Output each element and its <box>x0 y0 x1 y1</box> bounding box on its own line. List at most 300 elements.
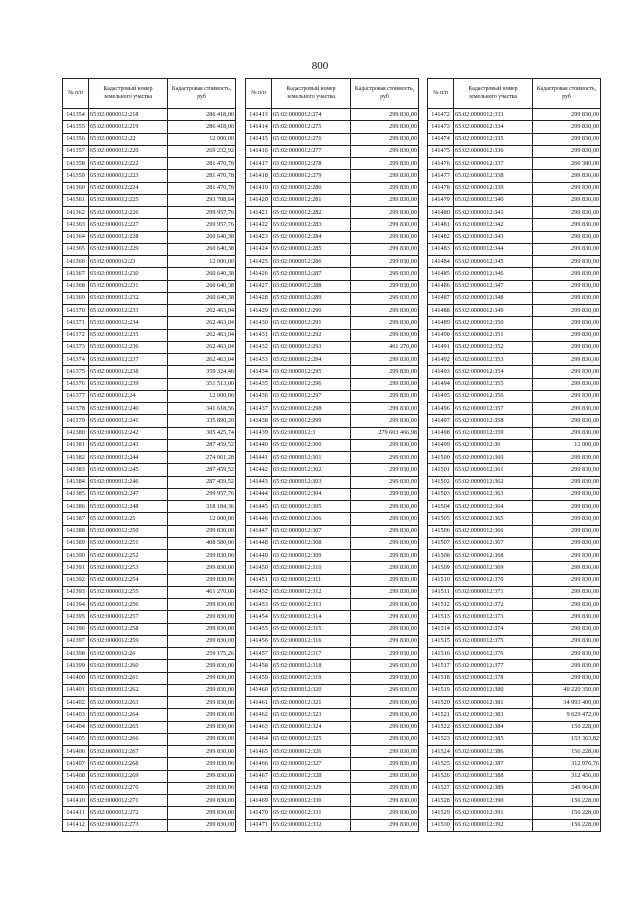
header-cadastral-number: Кадастровый номер земельного участка <box>454 79 533 109</box>
cadastral-value: 299 830,00 <box>533 219 601 231</box>
table-row <box>63 488 236 500</box>
cadastral-number: 65:02:0000012:260 <box>89 660 168 672</box>
table-row <box>63 537 236 549</box>
row-number: 141360 <box>63 182 89 194</box>
cadastral-value: 12 000,00 <box>168 390 236 402</box>
table-row <box>246 599 419 611</box>
row-number: 141441 <box>246 452 272 464</box>
cadastral-number: 65:02:0000012:311 <box>272 574 351 586</box>
row-number: 141520 <box>428 697 454 709</box>
row-number: 141434 <box>246 366 272 378</box>
table-row <box>246 672 419 684</box>
table-row <box>63 439 236 451</box>
row-number: 141448 <box>246 537 272 549</box>
row-number: 141459 <box>246 672 272 684</box>
cadastral-value: 299 830,00 <box>168 770 236 782</box>
table-row <box>246 770 419 782</box>
cadastral-value: 287 459,52 <box>168 464 236 476</box>
row-number: 141444 <box>246 488 272 500</box>
row-number: 141524 <box>428 746 454 758</box>
table-row <box>246 182 419 194</box>
header-cadastral-number: Кадастровый номер земельного участка <box>272 79 351 109</box>
cadastral-value: 9 629 472,00 <box>533 709 601 721</box>
cadastral-value: 299 830,00 <box>533 488 601 500</box>
row-number: 141411 <box>63 807 89 819</box>
cadastral-value: 299 830,00 <box>533 672 601 684</box>
row-number: 141354 <box>63 109 89 121</box>
cadastral-value: 34 993 400,00 <box>533 697 601 709</box>
cadastral-number: 65:02:0000012:308 <box>272 537 351 549</box>
register-table-1 <box>62 78 236 832</box>
cadastral-number: 65:02:0000012:313 <box>272 599 351 611</box>
row-number: 141471 <box>246 819 272 831</box>
table-row <box>428 305 601 317</box>
cadastral-value: 359 324,40 <box>168 366 236 378</box>
cadastral-number: 65:02:0000012:296 <box>272 378 351 390</box>
cadastral-value: 299 830,00 <box>351 660 419 672</box>
cadastral-number: 65:02:0000012:238 <box>89 366 168 378</box>
row-number: 141481 <box>428 219 454 231</box>
row-number: 141361 <box>63 194 89 206</box>
cadastral-number: 65:02:0000012:385 <box>454 733 533 745</box>
row-number: 141464 <box>246 733 272 745</box>
cadastral-number: 65:02:0000012:262 <box>89 684 168 696</box>
cadastral-number: 65:02:0000012:381 <box>454 697 533 709</box>
row-number: 141383 <box>63 464 89 476</box>
row-number: 141431 <box>246 329 272 341</box>
cadastral-number: 65:02:0000012:245 <box>89 464 168 476</box>
cadastral-value: 12 000,00 <box>533 439 601 451</box>
cadastral-value: 299 830,00 <box>351 770 419 782</box>
row-number: 141426 <box>246 268 272 280</box>
table-row <box>246 562 419 574</box>
row-number: 141407 <box>63 758 89 770</box>
row-number: 141460 <box>246 684 272 696</box>
cadastral-number: 65:02:0000012:336 <box>454 145 533 157</box>
row-number: 141409 <box>63 782 89 794</box>
row-number: 141446 <box>246 513 272 525</box>
table-row <box>246 758 419 770</box>
cadastral-number: 65:02:0000012:330 <box>272 795 351 807</box>
cadastral-value: 299 830,00 <box>533 243 601 255</box>
table-row <box>63 623 236 635</box>
row-number: 141425 <box>246 256 272 268</box>
table-row <box>63 305 236 317</box>
cadastral-value: 299 830,00 <box>351 623 419 635</box>
cadastral-value: 299 830,00 <box>351 488 419 500</box>
cadastral-number: 65:02:0000012:274 <box>272 109 351 121</box>
table-row <box>428 819 601 831</box>
cadastral-value: 299 830,00 <box>351 145 419 157</box>
cadastral-number: 65:02:0000012:300 <box>272 439 351 451</box>
table-row <box>246 452 419 464</box>
page-number: 800 <box>311 60 329 72</box>
row-number: 141433 <box>246 354 272 366</box>
table-row <box>63 219 236 231</box>
cadastral-number: 65:02:0000012:289 <box>272 292 351 304</box>
cadastral-number: 65:02:0000012:256 <box>89 599 168 611</box>
cadastral-value: 259 175,26 <box>168 648 236 660</box>
cadastral-value: 293 708,64 <box>168 194 236 206</box>
row-number: 141389 <box>63 537 89 549</box>
cadastral-value: 299 830,00 <box>533 635 601 647</box>
cadastral-number: 65:02:0000012:220 <box>89 145 168 157</box>
cadastral-value: 299 830,00 <box>351 574 419 586</box>
table-row <box>246 354 419 366</box>
table-row <box>428 268 601 280</box>
cadastral-value: 262 463,04 <box>168 341 236 353</box>
cadastral-number: 65:02:0000012:347 <box>454 280 533 292</box>
cadastral-number: 65:02:0000012:290 <box>272 305 351 317</box>
cadastral-value: 299 830,00 <box>533 194 601 206</box>
row-number: 141523 <box>428 733 454 745</box>
cadastral-number: 65:02:0000012:302 <box>272 464 351 476</box>
cadastral-number: 65:02:0000012:343 <box>454 231 533 243</box>
cadastral-number: 65:02:0000012:390 <box>454 795 533 807</box>
cadastral-number: 65:02:0000012:272 <box>89 807 168 819</box>
table-row <box>246 305 419 317</box>
row-number: 141439 <box>246 427 272 439</box>
cadastral-number: 65:02:0000012:278 <box>272 158 351 170</box>
cadastral-number: 65:02:0000012:309 <box>272 550 351 562</box>
cadastral-value: 299 830,00 <box>351 586 419 598</box>
cadastral-number: 65:02:0000012:368 <box>454 550 533 562</box>
table-row <box>246 280 419 292</box>
row-number: 141528 <box>428 795 454 807</box>
cadastral-value: 299 830,00 <box>168 635 236 647</box>
cadastral-value: 299 830,00 <box>351 231 419 243</box>
table-row <box>246 109 419 121</box>
cadastral-number: 65:02:0000012:254 <box>89 574 168 586</box>
row-number: 141398 <box>63 648 89 660</box>
cadastral-value: 299 830,00 <box>351 170 419 182</box>
row-number: 141447 <box>246 525 272 537</box>
table-row <box>246 733 419 745</box>
cadastral-value: 312 456,00 <box>533 770 601 782</box>
cadastral-value: 299 830,00 <box>168 672 236 684</box>
cadastral-number: 65:02:0000012:320 <box>272 684 351 696</box>
table-row <box>428 464 601 476</box>
table-row <box>63 525 236 537</box>
table-row <box>63 170 236 182</box>
cadastral-number: 65:02:0000012:341 <box>454 207 533 219</box>
row-number: 141435 <box>246 378 272 390</box>
row-number: 141456 <box>246 635 272 647</box>
cadastral-value: 299 830,00 <box>351 550 419 562</box>
table-row <box>63 109 236 121</box>
table-row <box>428 427 601 439</box>
row-number: 141457 <box>246 648 272 660</box>
table-row <box>246 611 419 623</box>
cadastral-value: 299 830,00 <box>533 317 601 329</box>
row-number: 141451 <box>246 574 272 586</box>
cadastral-number: 65:02:0000012:358 <box>454 415 533 427</box>
cadastral-value: 299 830,00 <box>351 439 419 451</box>
cadastral-number: 65:02:0000012:391 <box>454 807 533 819</box>
cadastral-value: 156 228,00 <box>533 807 601 819</box>
cadastral-number: 65:02:0000012:288 <box>272 280 351 292</box>
table-row <box>63 292 236 304</box>
cadastral-value: 299 830,00 <box>533 268 601 280</box>
cadastral-number: 65:02:0000012:276 <box>272 133 351 145</box>
cadastral-value: 299 830,00 <box>351 513 419 525</box>
cadastral-value: 299 830,00 <box>533 231 601 243</box>
cadastral-value: 299 830,00 <box>533 648 601 660</box>
cadastral-value: 287 459,52 <box>168 439 236 451</box>
row-number: 141437 <box>246 403 272 415</box>
table-row <box>63 795 236 807</box>
row-number: 141480 <box>428 207 454 219</box>
cadastral-number: 65:02:0000012:230 <box>89 268 168 280</box>
cadastral-number: 65:02:0000012:243 <box>89 439 168 451</box>
table-row <box>246 513 419 525</box>
cadastral-number: 65:02:0000012:269 <box>89 770 168 782</box>
row-number: 141472 <box>428 109 454 121</box>
cadastral-value: 299 830,00 <box>351 305 419 317</box>
cadastral-value: 299 830,00 <box>168 574 236 586</box>
cadastral-number: 65:02:0000012:36 <box>454 439 533 451</box>
row-number: 141487 <box>428 292 454 304</box>
cadastral-value: 299 830,00 <box>533 464 601 476</box>
cadastral-number: 65:02:0000012:340 <box>454 194 533 206</box>
table-row <box>246 415 419 427</box>
cadastral-value: 299 830,00 <box>168 562 236 574</box>
table-row <box>428 648 601 660</box>
cadastral-value: 299 830,00 <box>533 537 601 549</box>
cadastral-value: 299 830,00 <box>351 158 419 170</box>
cadastral-number: 65:02:0000012:326 <box>272 746 351 758</box>
cadastral-value: 286 418,00 <box>168 121 236 133</box>
cadastral-number: 65:02:0000012:223 <box>89 170 168 182</box>
cadastral-value: 299 830,00 <box>533 611 601 623</box>
row-number: 141530 <box>428 819 454 831</box>
cadastral-number: 65:02:0000012:346 <box>454 268 533 280</box>
cadastral-value: 299 830,00 <box>168 660 236 672</box>
row-number: 141475 <box>428 145 454 157</box>
cadastral-value: 461 270,00 <box>168 586 236 598</box>
table-row <box>63 329 236 341</box>
table-row <box>63 121 236 133</box>
cadastral-value: 299 830,00 <box>351 501 419 513</box>
row-number: 141518 <box>428 672 454 684</box>
table-row <box>63 746 236 758</box>
cadastral-number: 65:02:0000012:228 <box>89 231 168 243</box>
cadastral-value: 299 830,00 <box>533 452 601 464</box>
row-number: 141461 <box>246 697 272 709</box>
row-number: 141521 <box>428 709 454 721</box>
cadastral-number: 65:02:0000012:263 <box>89 697 168 709</box>
cadastral-value: 299 830,00 <box>351 684 419 696</box>
cadastral-value: 299 957,76 <box>168 219 236 231</box>
row-number: 141428 <box>246 292 272 304</box>
cadastral-value: 299 830,00 <box>351 476 419 488</box>
row-number: 141440 <box>246 439 272 451</box>
row-number: 141400 <box>63 672 89 684</box>
cadastral-number: 65:02:0000012:225 <box>89 194 168 206</box>
table-row <box>428 231 601 243</box>
row-number: 141414 <box>246 121 272 133</box>
table-header-row <box>63 79 236 109</box>
table-row <box>63 819 236 831</box>
cadastral-number: 65:02:0000012:310 <box>272 562 351 574</box>
cadastral-value: 299 830,00 <box>351 243 419 255</box>
cadastral-number: 65:02:0000012:270 <box>89 782 168 794</box>
cadastral-number: 65:02:0000012:323 <box>272 709 351 721</box>
cadastral-value: 299 830,00 <box>533 599 601 611</box>
cadastral-value: 299 830,00 <box>351 329 419 341</box>
table-row <box>246 341 419 353</box>
cadastral-number: 65:02:0000012:345 <box>454 256 533 268</box>
cadastral-value: 299 830,00 <box>351 207 419 219</box>
table-row <box>428 378 601 390</box>
table-row <box>63 697 236 709</box>
cadastral-value: 286 418,00 <box>168 109 236 121</box>
cadastral-number: 65:02:0000012:235 <box>89 329 168 341</box>
row-number: 141375 <box>63 366 89 378</box>
cadastral-value: 299 830,00 <box>533 207 601 219</box>
header-cadastral-value: Кадастровая стоимость, руб <box>533 79 601 109</box>
cadastral-number: 65:02:0000012:224 <box>89 182 168 194</box>
cadastral-value: 299 830,00 <box>533 182 601 194</box>
cadastral-number: 65:02:0000012:338 <box>454 170 533 182</box>
cadastral-number: 65:02:0000012:24 <box>89 390 168 402</box>
cadastral-number: 65:02:0000012:363 <box>454 488 533 500</box>
cadastral-value: 299 830,00 <box>351 525 419 537</box>
cadastral-value: 299 830,00 <box>351 109 419 121</box>
row-number: 141467 <box>246 770 272 782</box>
row-number: 141485 <box>428 268 454 280</box>
cadastral-number: 65:02:0000012:303 <box>272 476 351 488</box>
cadastral-number: 65:02:0000012:337 <box>454 158 533 170</box>
cadastral-value: 299 830,00 <box>533 562 601 574</box>
cadastral-number: 65:02:0000012:321 <box>272 697 351 709</box>
table-row <box>63 207 236 219</box>
table-row <box>246 256 419 268</box>
cadastral-value: 299 830,00 <box>351 807 419 819</box>
cadastral-value: 299 830,00 <box>533 403 601 415</box>
table-row <box>63 635 236 647</box>
cadastral-value: 299 830,00 <box>533 109 601 121</box>
row-number: 141384 <box>63 476 89 488</box>
cadastral-value: 299 830,00 <box>351 709 419 721</box>
row-number: 141500 <box>428 452 454 464</box>
table-row <box>63 378 236 390</box>
cadastral-number: 65:02:0000012:324 <box>272 721 351 733</box>
table-row <box>63 648 236 660</box>
row-number: 141482 <box>428 231 454 243</box>
cadastral-value: 299 830,00 <box>168 684 236 696</box>
table-row <box>63 501 236 513</box>
table-row <box>428 354 601 366</box>
cadastral-number: 65:02:0000012:318 <box>272 660 351 672</box>
cadastral-number: 65:02:0000012:307 <box>272 525 351 537</box>
cadastral-value: 299 957,76 <box>168 488 236 500</box>
table-row <box>428 758 601 770</box>
cadastral-value: 299 830,00 <box>351 403 419 415</box>
cadastral-value: 299 830,00 <box>351 292 419 304</box>
cadastral-value: 249 964,80 <box>533 782 601 794</box>
table-row <box>428 562 601 574</box>
cadastral-number: 65:02:0000012:328 <box>272 770 351 782</box>
table-row <box>63 562 236 574</box>
cadastral-value: 299 830,00 <box>533 280 601 292</box>
cadastral-value: 299 830,00 <box>351 537 419 549</box>
row-number: 141386 <box>63 501 89 513</box>
register-table-2 <box>245 78 419 832</box>
cadastral-number: 65:02:0000012:365 <box>454 513 533 525</box>
cadastral-value: 299 830,00 <box>351 415 419 427</box>
cadastral-number: 65:02:0000012:286 <box>272 256 351 268</box>
cadastral-number: 65:02:0000012:329 <box>272 782 351 794</box>
row-number: 141458 <box>246 660 272 672</box>
cadastral-value: 299 830,00 <box>533 476 601 488</box>
table-row <box>428 452 601 464</box>
table-row <box>63 709 236 721</box>
header-cadastral-value: Кадастровая стоимость, руб <box>168 79 236 109</box>
cadastral-number: 65:02:0000012:237 <box>89 354 168 366</box>
table-row <box>246 746 419 758</box>
cadastral-number: 65:02:0000012:380 <box>454 684 533 696</box>
cadastral-number: 65:02:0000012:367 <box>454 537 533 549</box>
table-row <box>428 684 601 696</box>
row-number: 141419 <box>246 182 272 194</box>
cadastral-value: 299 830,00 <box>533 121 601 133</box>
cadastral-value: 299 830,00 <box>351 635 419 647</box>
row-number: 141509 <box>428 562 454 574</box>
table-row <box>428 329 601 341</box>
cadastral-number: 65:02:0000012:226 <box>89 207 168 219</box>
table-header-row <box>246 79 419 109</box>
row-number: 141367 <box>63 268 89 280</box>
cadastral-number: 65:02:0000012:376 <box>454 648 533 660</box>
row-number: 141463 <box>246 721 272 733</box>
cadastral-value: 281 470,78 <box>168 182 236 194</box>
cadastral-value: 299 830,00 <box>351 133 419 145</box>
table-row <box>246 219 419 231</box>
cadastral-value: 153 363,82 <box>533 733 601 745</box>
cadastral-number: 65:02:0000012:383 <box>454 709 533 721</box>
row-number: 141498 <box>428 427 454 439</box>
table-row <box>246 709 419 721</box>
row-number: 141510 <box>428 574 454 586</box>
cadastral-number: 65:02:0000012:234 <box>89 317 168 329</box>
row-number: 141394 <box>63 599 89 611</box>
cadastral-value: 299 830,00 <box>351 182 419 194</box>
cadastral-number: 65:02:0000012:364 <box>454 501 533 513</box>
cadastral-number: 65:02:0000012:271 <box>89 795 168 807</box>
cadastral-number: 65:02:0000012:227 <box>89 219 168 231</box>
cadastral-number: 65:02:0000012:250 <box>89 525 168 537</box>
table-row <box>63 268 236 280</box>
cadastral-value: 299 830,00 <box>168 709 236 721</box>
header-num: № п/п <box>246 79 272 109</box>
cadastral-value: 299 830,00 <box>351 672 419 684</box>
cadastral-number: 65:02:0000012:255 <box>89 586 168 598</box>
cadastral-number: 65:02:0000012:294 <box>272 354 351 366</box>
row-number: 141424 <box>246 243 272 255</box>
row-number: 141381 <box>63 439 89 451</box>
cadastral-value: 299 830,00 <box>168 721 236 733</box>
cadastral-number: 65:02:0000012:23 <box>89 256 168 268</box>
cadastral-number: 65:02:0000012:370 <box>454 574 533 586</box>
row-number: 141402 <box>63 697 89 709</box>
row-number: 141436 <box>246 390 272 402</box>
row-number: 141525 <box>428 758 454 770</box>
cadastral-number: 65:02:0000012:384 <box>454 721 533 733</box>
cadastral-number: 65:02:0000012:299 <box>272 415 351 427</box>
cadastral-value: 299 830,00 <box>351 746 419 758</box>
table-row <box>246 782 419 794</box>
